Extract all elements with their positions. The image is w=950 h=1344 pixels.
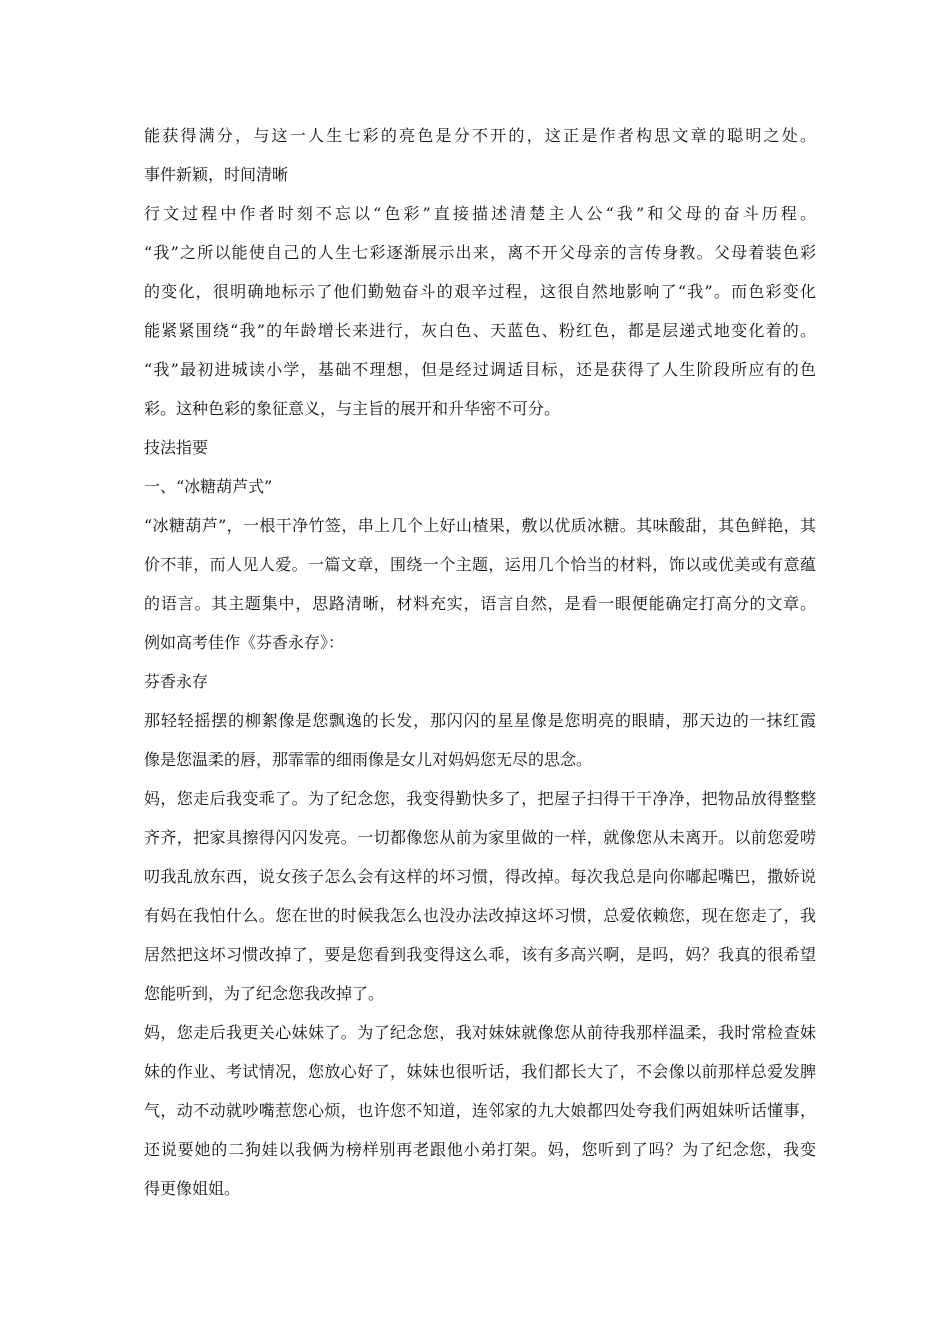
text-line: 的语言。其主题集中，思路清晰，材料充实，语言自然，是看一眼便能确定打高分的文章。 [144,594,816,613]
section-heading: 技法指要 [144,438,209,457]
text-line: 还说要她的二狗娃以我俩为榜样别再老跟他小弟打架。妈，您听到了吗？为了纪念您，我变 [144,1140,816,1159]
text-line: 像是您温柔的唇，那霏霏的细雨像是女儿对妈妈您无尽的思念。 [144,750,593,769]
text-line: 妈，您走后我更关心妹妹了。为了纪念您，我对妹妹就像您从前待我那样温柔，我时常检查妹 [144,1023,816,1042]
text-line: 得更像姐姐。 [144,1179,241,1198]
text-line: 居然把这坏习惯改掉了，要是您看到我变得这么乖，该有多高兴啊，是吗，妈？我真的很希望 [144,945,816,964]
text-line: 齐齐，把家具擦得闪闪发亮。一切都像您从前为家里做的一样，就像您从未离开。以前您爱唠 [144,828,816,847]
text-line: 妹的作业、考试情况，您放心好了，妹妹也很听话，我们都长大了，不会像以前那样总爱发脾 [144,1062,816,1081]
text-line: 您能听到，为了纪念您我改掉了。 [144,984,385,1003]
text-line: “我”最初进城读小学，基础不理想，但是经过调适目标，还是获得了人生阶段所应有的色 [144,360,816,379]
text-line: 有妈在我怕什么。您在世的时候我怎么也没办法改掉这坏习惯，总爱依赖您，现在您走了，我 [144,906,816,925]
text-line: 行文过程中作者时刻不忘以“色彩”直接描述清楚主人公“我”和父母的奋斗历程。 [144,204,816,223]
text-line: 的变化，很明确地标示了他们勤勉奋斗的艰辛过程，这很自然地影响了“我”。而色彩变化 [144,282,816,301]
text-line: 能紧紧围绕“我”的年龄增长来进行，灰白色、天蓝色、粉红色，都是层递式地变化着的。 [144,321,816,340]
text-line: 妈，您走后我变乖了。为了纪念您，我变得勤快多了，把屋子扫得干干净净，把物品放得整整 [144,789,816,808]
section-heading: 事件新颖，时间清晰 [144,165,289,184]
text-line: “冰糖葫芦”，一根干净竹签，串上几个上好山楂果，敷以优质冰糖。其味酸甜，其色鲜艳，其 [144,516,816,535]
text-line: 能获得满分，与这一人生七彩的亮色是分不开的，这正是作者构思文章的聪明之处。 [144,126,816,145]
text-line: 那轻轻摇摆的柳絮像是您飘逸的长发，那闪闪的星星像是您明亮的眼睛，那天边的一抹红霞 [144,711,816,730]
essay-title: 芬香永存 [144,672,209,691]
text-line: 彩。这种色彩的象征意义，与主旨的展开和升华密不可分。 [144,399,561,418]
text-line: 价不菲，而人见人爱。一篇文章，围绕一个主题，运用几个恰当的材料，饰以或优美或有意蕴 [144,555,816,574]
text-line: 叨我乱放东西，说女孩子怎么会有这样的坏习惯，得改掉。每次我总是向你嘟起嘴巴，撒娇说 [144,867,816,886]
text-line: “我”之所以能使自己的人生七彩逐渐展示出来，离不开父母亲的言传身教。父母着装色彩 [144,243,816,262]
section-heading: 一、“冰糖葫芦式” [144,477,273,496]
text-line: 气，动不动就吵嘴惹您心烦，也许您不知道，连邻家的九大娘都四处夸我们两姐妹听话懂事， [144,1101,816,1120]
text-line: 例如高考佳作《芬香永存》： [144,633,345,652]
